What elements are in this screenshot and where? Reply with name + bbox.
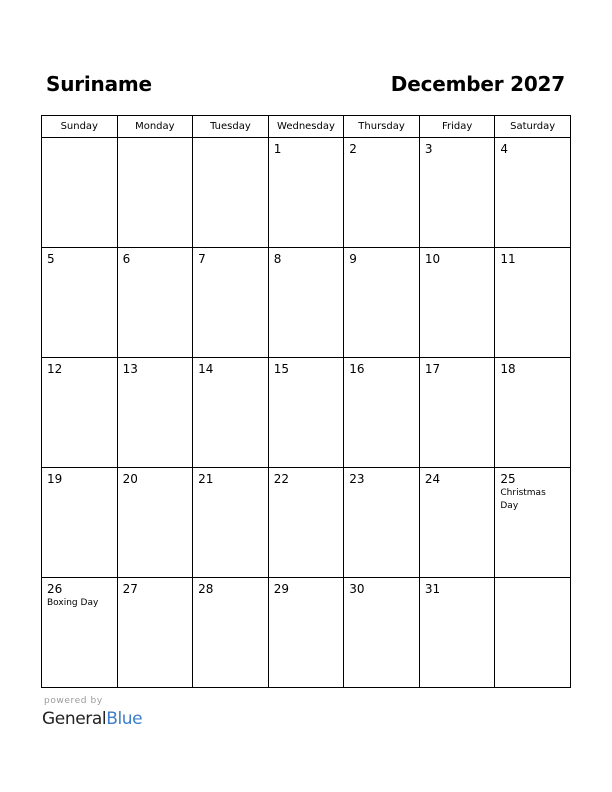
week-row [42,358,571,468]
day-cell [42,578,118,688]
day-cell [344,358,420,468]
calendar-body [42,138,571,688]
day-cell [42,358,118,468]
day-cell [344,578,420,688]
day-cell [419,138,495,248]
day-number [495,578,570,582]
day-number [118,138,193,142]
week-row [42,578,571,688]
day-cell [193,578,269,688]
day-number: 19 [47,472,63,486]
day-cell [268,578,344,688]
day-cell [193,248,269,358]
day-number [193,138,268,142]
day-cell [42,248,118,358]
day-cell [344,468,420,578]
day-number: 1 [273,142,282,156]
day-cell [268,248,344,358]
day-cell [193,358,269,468]
day-number: 29 [273,582,289,596]
day-cell [344,248,420,358]
weekday-wednesday: Wednesday [268,116,344,138]
generalblue-logo [42,709,142,729]
day-number: 4 [500,142,509,156]
day-number: 17 [424,362,441,376]
weekday-sunday: Sunday [42,116,118,138]
day-cell [42,138,118,248]
day-cell [495,578,571,688]
day-number: 8 [273,252,282,266]
day-cell [419,468,495,578]
powered-by-text: powered by [44,696,103,706]
day-number: 12 [47,362,63,376]
day-cell [117,578,193,688]
day-number: 6 [122,252,131,266]
weekday-friday: Friday [419,116,495,138]
country-title: Suriname [46,72,152,96]
day-number: 9 [349,252,357,266]
day-number: 21 [198,472,214,486]
weekday-monday: Monday [117,116,193,138]
logo-blue-text: Blue [106,709,143,729]
holiday-label: Christmas Day [500,488,546,511]
day-cell [117,248,193,358]
day-number: 5 [47,252,55,266]
day-cell [117,138,193,248]
day-cell [419,578,495,688]
month-year-title: December 2027 [390,72,565,96]
day-number: 23 [349,472,365,486]
day-number: 7 [198,252,206,266]
weekday-thursday: Thursday [344,116,420,138]
day-number: 25 [500,472,516,486]
day-cell [495,138,571,248]
day-number: 31 [424,582,441,596]
footer-branding [42,696,142,729]
day-number: 27 [122,582,138,596]
day-cell [495,468,571,578]
day-number: 22 [273,472,289,486]
day-number: 28 [198,582,214,596]
day-number: 20 [122,472,138,486]
day-number: 2 [349,142,357,156]
week-row [42,248,571,358]
day-cell [495,248,571,358]
week-row [42,138,571,248]
holiday-label: Boxing Day [47,598,99,608]
day-number: 18 [500,362,516,376]
day-number: 3 [424,142,433,156]
day-number: 11 [500,252,516,266]
weekday-saturday: Saturday [495,116,571,138]
logo-general-text: General [42,709,107,729]
week-row [42,468,571,578]
day-number: 24 [424,472,441,486]
day-number [42,138,117,142]
day-cell [117,468,193,578]
day-cell [268,358,344,468]
day-cell [193,138,269,248]
day-cell [42,468,118,578]
day-number: 10 [424,252,441,266]
weekday-header-row [42,116,571,138]
weekday-tuesday: Tuesday [193,116,269,138]
day-number: 26 [47,582,63,596]
day-cell [268,138,344,248]
day-number: 30 [349,582,365,596]
day-cell [268,468,344,578]
day-cell [344,138,420,248]
day-number: 13 [122,362,138,376]
day-number: 14 [198,362,214,376]
calendar-grid [41,115,571,688]
day-number: 15 [273,362,289,376]
day-cell [419,248,495,358]
day-cell [495,358,571,468]
day-number: 16 [349,362,365,376]
day-cell [117,358,193,468]
day-cell [419,358,495,468]
day-cell [193,468,269,578]
